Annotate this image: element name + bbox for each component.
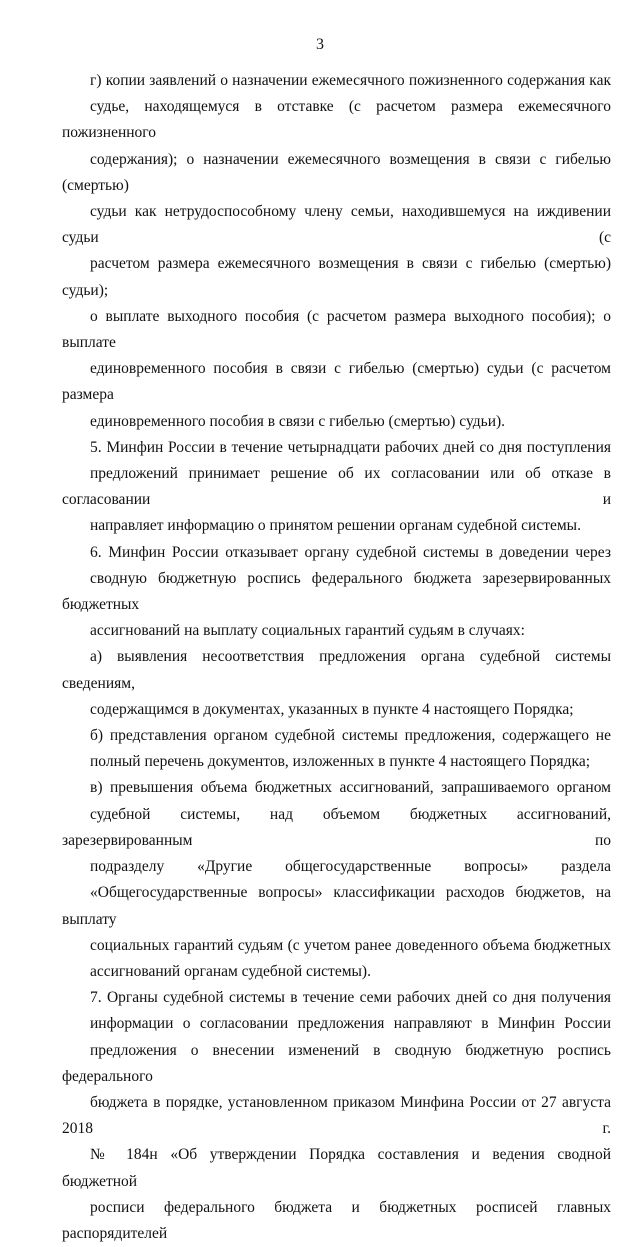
text-line: ассигнований органам судебной системы). [90,962,371,980]
text-line: направляет информацию о принятом решении органам судебной системы. [90,517,581,535]
text-line: а) выявления несоответствия предложения органа судебной системы сведениям, [62,648,611,692]
paragraph-a [62,644,611,723]
text-line: информации о согласовании предложения направляют в Минфин России [90,1015,611,1033]
document-body [62,68,611,1247]
text-line: расчетом размера ежемесячного возмещения в связи с гибелью (смертью) судьи); [62,255,611,299]
text-line: судьи как нетрудоспособному члену семьи, находившемуся на иждивении судьи (с [62,203,611,247]
paragraph-g [62,68,611,435]
text-line: 7. Органы судебной системы в течение семи рабочих дней со дня получения [90,989,611,1007]
paragraph-6 [62,540,611,645]
text-line: «Общегосударственные вопросы» классификации расходов бюджетов, на выплату [62,884,611,928]
text-line: росписи федерального бюджета и бюджетных росписей главных распорядителей [62,1198,611,1242]
text-line: подразделу «Другие общегосударственные вопросы» раздела [90,858,611,876]
text-line: единовременного пособия в связи с гибелью (смертью) судьи). [90,412,506,430]
paragraph-v [62,775,611,985]
text-line: бюджета в порядке, установленном приказом Минфина России от 27 августа 2018 г. [62,1093,611,1138]
text-line: судебной системы, над объемом бюджетных ассигнований, зарезервированным по [62,805,611,849]
text-line: в) превышения объема бюджетных ассигнований, запрашиваемого органом [90,779,611,797]
page-number: 3 [316,36,324,53]
text-line: 5. Минфин России в течение четырнадцати рабочих дней со дня поступления [90,438,611,456]
text-line: предложений принимает решение об их согласовании или об отказе в согласовании и [62,465,611,509]
text-line: № 184н «Об утверждении Порядка составления и ведения сводной бюджетной [62,1146,611,1190]
paragraph-b [62,723,611,775]
text-line: г) копии заявлений о назначении ежемесячного пожизненного содержания как [90,72,611,89]
text-line: содержащимся в документах, указанных в пункте 4 настоящего Порядка; [90,700,574,718]
text-line: судье, находящемуся в отставке (с расчетом размера ежемесячного пожизненного [62,98,611,142]
text-line: 6. Минфин России отказывает органу судебной системы в доведении через [90,543,611,561]
paragraph-7 [62,985,611,1247]
text-line: единовременного пособия в связи с гибелью (смертью) судьи (с расчетом размера [62,360,611,404]
text-line: сводную бюджетную роспись федерального бюджета зарезервированных бюджетных [62,569,611,614]
text-line: б) представления органом судебной системы предложения, содержащего не [90,727,611,745]
paragraph-5 [62,435,611,540]
text-line: предложения о внесении изменений в сводную бюджетную роспись федерального [62,1041,611,1085]
text-line: содержания); о назначении ежемесячного возмещения в связи с гибелью (смертью) [62,150,611,194]
text-line: ассигнований на выплату социальных гарантий судьям в случаях: [90,622,525,640]
text-line: полный перечень документов, изложенных в пункте 4 настоящего Порядка; [90,753,591,771]
text-line: социальных гарантий судьям (с учетом ранее доведенного объема бюджетных [90,936,611,954]
text-line: о выплате выходного пособия (с расчетом размера выходного пособия); о выплате [62,307,611,352]
